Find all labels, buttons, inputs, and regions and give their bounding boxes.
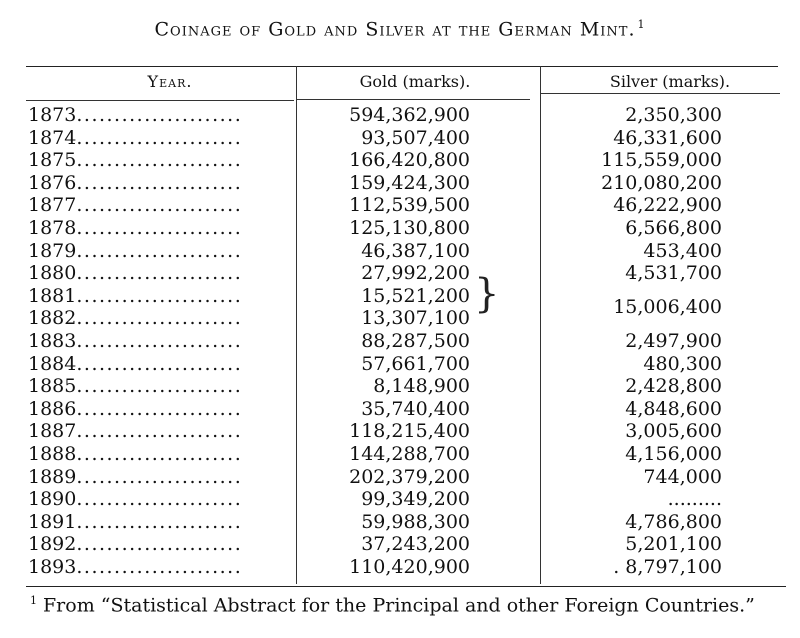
year-cell <box>28 556 294 578</box>
silver-cell: 4,848,600 <box>625 397 722 420</box>
leader-dots: ...................... <box>76 397 243 420</box>
silver-cell: 4,531,700 <box>625 262 722 285</box>
header-gold: Gold (marks). <box>359 72 471 91</box>
table-bottom-rule <box>26 586 786 587</box>
year-cell <box>28 285 294 307</box>
year-cell <box>28 398 294 420</box>
leader-dots: ...................... <box>76 533 243 556</box>
silver-cell: 5,201,100 <box>625 533 722 556</box>
gold-cell: 46,387,100 <box>361 239 470 262</box>
table-row <box>0 262 800 285</box>
silver-cell: . 8,797,100 <box>613 555 722 578</box>
leader-dots: ...................... <box>76 104 243 126</box>
gold-cell: 59,988,300 <box>361 510 470 533</box>
table-row <box>0 466 800 489</box>
header-silver: Silver (marks). <box>609 72 731 91</box>
year-cell <box>28 127 294 149</box>
silver-cell: 210,080,200 <box>601 171 722 194</box>
silver-cell: 46,331,600 <box>613 126 722 149</box>
year-value: 1890 <box>28 488 77 511</box>
leader-dots: ...................... <box>76 171 243 194</box>
leader-dots: ...................... <box>76 262 243 285</box>
silver-cell: 46,222,900 <box>613 194 722 217</box>
header-year: Year. <box>147 72 193 91</box>
gold-cell: 159,424,300 <box>349 171 470 194</box>
leader-dots: ...................... <box>76 510 243 533</box>
year-value: 1892 <box>28 533 77 556</box>
silver-cell: 744,000 <box>643 465 722 488</box>
silver-cell: 2,350,300 <box>625 104 722 126</box>
table-top-rule <box>26 66 778 67</box>
year-value: 1889 <box>28 465 77 488</box>
year-cell <box>28 307 294 329</box>
table-row <box>0 420 800 443</box>
table-row <box>0 127 800 150</box>
year-cell <box>28 330 294 352</box>
footnote-text: From “Statistical Abstract for the Principal and other Foreign Countries.” <box>43 594 755 617</box>
year-cell <box>28 533 294 555</box>
year-cell <box>28 194 294 216</box>
leader-dots: ...................... <box>76 239 243 262</box>
silver-cell: 6,566,800 <box>625 216 722 239</box>
table-row <box>0 104 800 127</box>
table-row <box>0 330 800 353</box>
year-cell <box>28 104 294 126</box>
gold-cell: 93,507,400 <box>361 126 470 149</box>
year-value: 1879 <box>28 239 77 262</box>
leader-dots: ...................... <box>76 307 243 330</box>
table-row <box>0 511 800 534</box>
year-value: 1880 <box>28 262 77 285</box>
silver-cell: 453,400 <box>643 239 722 262</box>
year-value: 1891 <box>28 510 77 533</box>
gold-cell: 57,661,700 <box>361 352 470 375</box>
gold-cell: 99,349,200 <box>361 488 470 511</box>
leader-dots: ...................... <box>76 465 243 488</box>
leader-dots: ...................... <box>76 149 243 172</box>
leader-dots: ...................... <box>76 442 243 465</box>
year-value: 1875 <box>28 149 77 172</box>
gold-cell: 118,215,400 <box>349 420 470 443</box>
gold-cell: 27,992,200 <box>361 262 470 285</box>
silver-cell: 4,786,800 <box>625 510 722 533</box>
gold-cell: 35,740,400 <box>361 397 470 420</box>
table-row <box>0 194 800 217</box>
leader-dots: ...................... <box>76 329 243 352</box>
year-cell <box>28 443 294 465</box>
header-rule-silver <box>540 93 780 94</box>
table-row <box>0 353 800 376</box>
silver-cell: 4,156,000 <box>625 442 722 465</box>
gold-cell: 110,420,900 <box>349 555 470 578</box>
table-row <box>0 149 800 172</box>
leader-dots: ...................... <box>76 352 243 375</box>
silver-cell: ......... <box>667 488 722 511</box>
year-value: 1882 <box>28 307 77 330</box>
title-footnote-mark: 1 <box>637 18 646 31</box>
table-row <box>0 172 800 195</box>
year-value: 1881 <box>28 284 77 307</box>
table-row <box>0 375 800 398</box>
table-row <box>0 217 800 240</box>
year-cell <box>28 353 294 375</box>
gold-cell: 88,287,500 <box>361 329 470 352</box>
leader-dots: ...................... <box>76 420 243 443</box>
year-cell <box>28 217 294 239</box>
header-rule-gold <box>296 99 530 100</box>
leader-dots: ...................... <box>76 194 243 217</box>
table-row <box>0 488 800 511</box>
year-value: 1876 <box>28 171 77 194</box>
silver-cell: 15,006,400 <box>613 295 722 318</box>
table-row <box>0 307 800 330</box>
year-value: 1874 <box>28 126 77 149</box>
year-cell <box>28 488 294 510</box>
year-value: 1884 <box>28 352 77 375</box>
gold-cell: 8,148,900 <box>373 375 470 398</box>
gold-cell: 166,420,800 <box>349 149 470 172</box>
year-cell <box>28 262 294 284</box>
table-row <box>0 284 800 318</box>
leader-dots: ...................... <box>76 216 243 239</box>
brace-1881-1882: } <box>474 271 500 317</box>
year-cell <box>28 172 294 194</box>
leader-dots: ...................... <box>76 375 243 398</box>
gold-cell: 37,243,200 <box>361 533 470 556</box>
gold-cell: 144,288,700 <box>349 442 470 465</box>
gold-cell: 202,379,200 <box>349 465 470 488</box>
gold-cell: 125,130,800 <box>349 216 470 239</box>
year-value: 1886 <box>28 397 77 420</box>
leader-dots: ...................... <box>76 555 243 578</box>
gold-cell: 13,307,100 <box>361 307 470 330</box>
silver-cell: 2,428,800 <box>625 375 722 398</box>
table-row <box>0 443 800 466</box>
year-value: 1883 <box>28 329 77 352</box>
silver-cell: 115,559,000 <box>601 149 722 172</box>
gold-cell: 112,539,500 <box>349 194 470 217</box>
gold-cell: 594,362,900 <box>349 104 470 126</box>
table-row <box>0 556 800 579</box>
year-value: 1887 <box>28 420 77 443</box>
footnote <box>30 594 755 616</box>
year-cell <box>28 466 294 488</box>
year-cell <box>28 149 294 171</box>
year-cell <box>28 375 294 397</box>
year-cell <box>28 240 294 262</box>
silver-cell: 3,005,600 <box>625 420 722 443</box>
year-value: 1893 <box>28 555 77 578</box>
footnote-mark: 1 <box>30 594 37 607</box>
leader-dots: ...................... <box>76 126 243 149</box>
silver-cell: 2,497,900 <box>625 329 722 352</box>
silver-cell: 480,300 <box>643 352 722 375</box>
page-title <box>0 18 800 40</box>
year-cell <box>28 511 294 533</box>
header-rule-year <box>26 100 294 101</box>
title-text: Coinage of Gold and Silver at the German Mint. <box>154 18 636 41</box>
year-value: 1877 <box>28 194 77 217</box>
leader-dots: ...................... <box>76 488 243 511</box>
year-cell <box>28 420 294 442</box>
year-value: 1885 <box>28 375 77 398</box>
table-row <box>0 533 800 556</box>
year-value: 1888 <box>28 442 77 465</box>
leader-dots: ...................... <box>76 284 243 307</box>
year-value: 1873 <box>28 104 77 126</box>
table-row <box>0 240 800 263</box>
table-body <box>0 104 800 578</box>
gold-cell: 15,521,200 <box>361 284 470 307</box>
year-value: 1878 <box>28 216 77 239</box>
table-row <box>0 398 800 421</box>
